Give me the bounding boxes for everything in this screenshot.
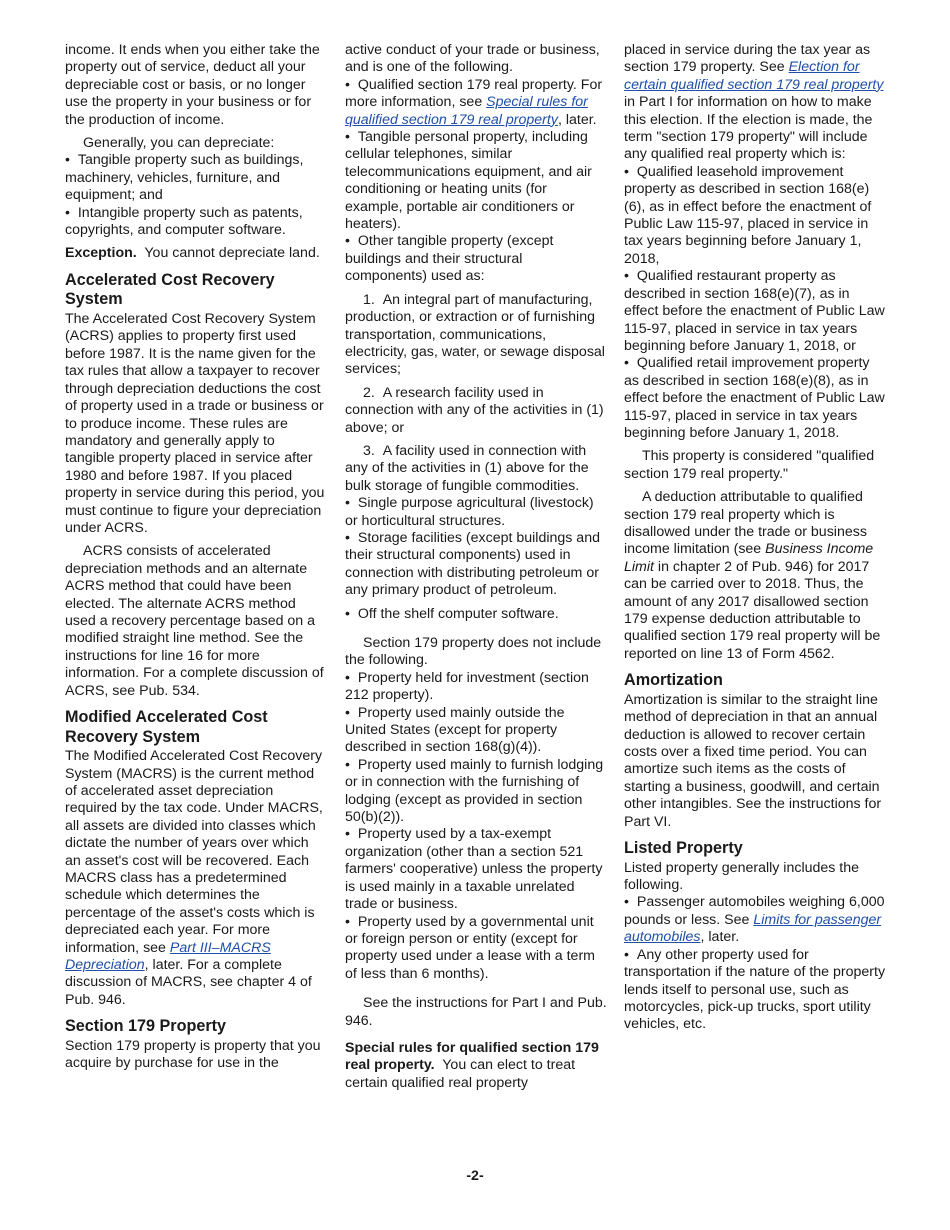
bullet-item: • Property used by a tax-exempt organization (other than a section 521 farmers' cooperative) unless the property is used mainly in a taxable unrelated trade or business. (345, 826, 607, 913)
bullet-item: • Property used by a governmental unit or foreign person or entity (except for property used under a lease with a term of less than 6 months). (345, 914, 607, 984)
heading-section-179: Section 179 Property (65, 1017, 227, 1036)
exception-text: You cannot depreciate land. (144, 245, 320, 262)
text: placed in service during the tax year as section 179 property. See (624, 42, 871, 76)
paragraph (624, 489, 886, 663)
paragraph: Generally, you can depreciate: (83, 135, 275, 152)
special-rules-paragraph (345, 1040, 607, 1092)
paragraph: income. It ends when you either take the property out of service, deduct all your depreciable cost or basis, or no longer use the property in your business or for the production of income. (65, 42, 320, 128)
paragraph (624, 42, 886, 164)
text: in chapter 2 of Pub. 946) for 2017 can be carried over to 2018. Thus, the amount of any 2017 disallowed section 179 expense deduction attributable to qualified section 179 real property will be reported on line 13 of Form 4562. (624, 558, 881, 662)
paragraph: Section 179 property does not include the following. (345, 635, 602, 669)
text: , later. For a complete discussion of MACRS, see chapter 4 of Pub. 946. (65, 957, 312, 1008)
paragraph: Listed property generally includes the following. (624, 859, 860, 894)
text: Passenger automobiles weighing 6,000 pounds or less. See (624, 894, 885, 928)
numbered-item: 1. An integral part of manufacturing, production, or extraction or of furnishing transportation, communications, electricity, gas, water, or sewage disposal services; (345, 291, 605, 378)
numbered-item: 3. A facility used in connection with any of the activities in (1) above for the bulk storage of fungible commodities. (345, 442, 589, 494)
paragraph: This property is considered "qualified section 179 real property." (624, 448, 875, 482)
bullet-item: • Single purpose agricultural (livestock) or horticultural structures. (345, 495, 607, 530)
text: , later. (557, 111, 597, 128)
column-3 (624, 42, 886, 1034)
bullet-item: • Off the shelf computer software. (345, 606, 607, 623)
text: , later. (700, 929, 740, 946)
bullet-item: • Intangible property such as patents, copyrights, and computer software. (65, 205, 327, 240)
column-2 (345, 42, 607, 1092)
exception-paragraph (65, 245, 327, 262)
paragraph: Amortization is similar to the straight line method of depreciation in that an annual deduction is allowed to recover certain costs over a fixed time period. You can amortize such items as the costs of starting a business, goodwill, and certain other intangibles. See the instructions for Part VI. (624, 691, 882, 830)
heading-amortization: Amortization (624, 671, 723, 690)
heading-acrs: Accelerated Cost Recovery System (65, 270, 275, 309)
bullet-item: • Property held for investment (section 212 property). (345, 670, 607, 705)
paragraph: ACRS consists of accelerated depreciation methods and an alternate ACRS method that could have been elected. The alternate ACRS method used a recovery percentage based on a modified straight line method. See the instructions for line 16 for more information. For a complete discussion of ACRS, see Pub. 534. (65, 543, 324, 699)
exception-label: Exception. (65, 245, 137, 262)
heading-listed-property: Listed Property (624, 839, 743, 858)
bullet-item: • Storage facilities (except buildings and their structural components) used in connection with distributing petroleum or any primary product of petroleum. (345, 530, 607, 600)
paragraph: The Accelerated Cost Recovery System (ACRS) applies to property first used before 1987. It is the name given for the tax rules that allow a taxpayer to recover through depreciation deductions the cost of property used in a trade or business or to produce income. These rules are mandatory and generally apply to tangible property placed in service after 1980 and before 1987. If you placed property in service during this period, you must continue to figure your depreciation under ACRS. (65, 311, 325, 536)
bullet-item: • Any other property used for transportation if the nature of the property lends itself to personal use, such as motorcycles, pick-up trucks, sport utility vehicles, etc. (624, 947, 886, 1034)
text: A deduction attributable to qualified section 179 real property which is disallowed under the trade or business income limitation (see (624, 489, 867, 558)
bullet-item: • Qualified restaurant property as described in section 168(e)(7), as in effect before the enactment of Public Law 115-97, placed in service in tax years beginning before January 1, 2018, or (624, 268, 886, 355)
link-election-179-real-property[interactable]: Election for certain qualified section 179 real property (624, 59, 884, 93)
text: Qualified section 179 real property. For more information, see (345, 76, 603, 111)
bullet-item: • Property used mainly outside the United States (except for property described in section 168(g)(4)). (345, 705, 607, 757)
link-special-rules-179[interactable]: Special rules for qualified section 179 real property (345, 94, 588, 128)
text: in Part I for information on how to make this election. If the election is made, the term "section 179 property" will include any qualified real property which is: (624, 94, 873, 163)
paragraph: Section 179 property is property that you acquire by purchase for use in the (65, 1037, 321, 1072)
paragraph: See the instructions for Part I and Pub. 946. (345, 995, 607, 1029)
bullet-item: • Property used mainly to furnish lodging or in connection with the furnishing of lodging (except as provided in section 50(b)(2)). (345, 757, 607, 827)
bullet-item: • Other tangible property (except buildings and their structural components) used as: (345, 233, 607, 285)
bullet-item: • Qualified retail improvement property as described in section 168(e)(8), as in effect before the enactment of Public Law 115-97, placed in service in tax years beginning before January 1, 2018. (624, 355, 886, 442)
heading-macrs: Modified Accelerated Cost Recovery System (65, 708, 268, 746)
special-rules-label: Special rules for qualified section 179 real property. (345, 1039, 599, 1074)
column-1 (65, 42, 327, 1073)
page-number: -2- (466, 1168, 484, 1184)
bullet-item (345, 77, 607, 129)
bullet-item: • Tangible personal property, including cellular telephones, similar telecommunications equipment, and air conditioning or heating units (for example, portable air conditioners or heaters). (345, 129, 607, 233)
link-part-iii-macrs[interactable]: Part III–MACRS Depreciation (65, 939, 271, 974)
paragraph (65, 748, 327, 1009)
italic-reference: Business Income Limit (624, 541, 874, 575)
bullet-item (624, 894, 886, 946)
bullet-item: • Qualified leasehold improvement property as described in section 168(e)(6), as in effect before the enactment of Public Law 115-97, placed in service in tax years beginning before January 1, 2018, (624, 164, 886, 268)
text: You can elect to treat certain qualified real property (345, 1057, 576, 1091)
link-limits-passenger-automobiles[interactable]: Limits for passenger automobiles (624, 911, 882, 946)
paragraph: active conduct of your trade or business, and is one of the following. (345, 42, 600, 76)
numbered-item: 2. A research facility used in connection with any of the activities in (1) above; or (345, 384, 604, 436)
bullet-item: • Tangible property such as buildings, machinery, vehicles, furniture, and equipment; and (65, 152, 327, 204)
text: The Modified Accelerated Cost Recovery System (MACRS) is the current method of accelerated asset depreciation required by the tax code. Under MACRS, all assets are divided into classes which dictate the number of years over which an asset's cost will be recovered. Each MACRS class has a predetermined schedule which determines the percentage of the asset's costs which is depreciated each year. For more information, see (65, 748, 323, 956)
